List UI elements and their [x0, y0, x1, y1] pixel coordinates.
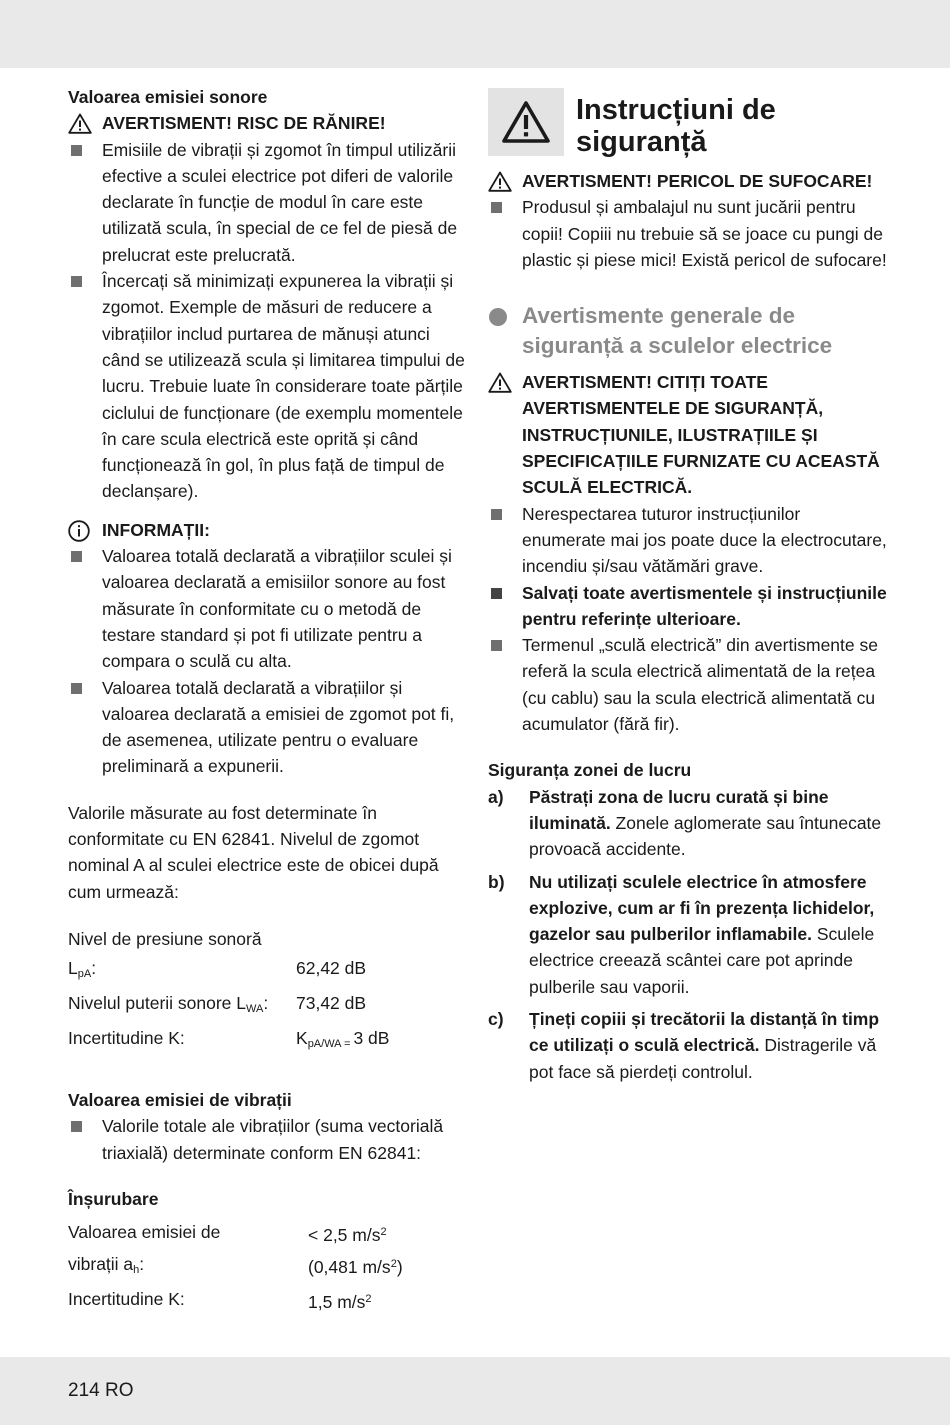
- right-column: [488, 88, 888, 1085]
- page-number: 214 RO: [68, 1380, 134, 1401]
- work-item: b) Nu utilizați sculele electrice în atmosfere explozive, cum ar fi în prezența lichidelor, gazelor sau pulberilor inflamabile. Sculele electrice creează scântei care pot aprinde pulberile sau vaporii.: [488, 871, 875, 997]
- list-item: Nerespectarea tuturor instrucțiunilor enumerate mai jos poate duce la electrocutare, incendiu și/sau vătămări grave.: [488, 501, 888, 580]
- spec-row: Nivelul puterii sonore $L_{WA}$: 73,42 dB: [68, 992, 367, 1015]
- page-title: Instrucțiuni de siguranță: [576, 94, 776, 158]
- warning-triangle-icon: [68, 110, 102, 134]
- list-item: Încercați să minimizați expunerea la vibrații și zgomot. Exemple de măsuri de reducere a vibrațiilor includ purtarea de mănuși atunci când se utilizează scula și limitarea timpului de lucru. Trebuie luate în considerare toate părțile ciclului de funcționare (de exemplu momentele în care scula electrică este oprită și când funcționează în gol, în plus față de timpul de declanșare).: [68, 268, 468, 505]
- list-item: Produsul și ambalajul nu sunt jucării pentru copii! Copiii nu trebuie să se joace cu pungi de plastic și piese mici! Există pericol de sufocare!: [488, 194, 888, 273]
- left-column: [68, 84, 468, 1317]
- spec-row: vibrații $a_h$: (0,481 $m/s^2$): [68, 1254, 403, 1278]
- warning-triangle-icon: [488, 168, 522, 192]
- spec-row: $L_{pA}$: 62,42 dB: [68, 957, 367, 980]
- work-item: a) Păstrați zona de lucru curată și bine iluminată. Zonele aglomerate sau întunecate provoacă accidente.: [488, 786, 882, 860]
- work-item: c) Țineți copiii și trecătorii la distanță în timp ce utilizați o sculă electrică. Distragerile vă pot face să pierdeți controlul.: [488, 1009, 880, 1082]
- warning-triangle-icon: [488, 88, 564, 156]
- screwing-specs-table: [68, 1218, 468, 1317]
- top-band: [0, 0, 950, 68]
- suffocation-warning: AVERTISMENT! PERICOL DE SUFOCARE!: [488, 168, 888, 194]
- list-item: Valoarea totală declarată a vibrațiilor și valoarea declarată a emisiei de zgomot pot fi, de asemenea, utilizate pentru o evaluare preliminară a expunerii.: [68, 675, 468, 780]
- info-heading: INFORMAȚII:: [68, 517, 468, 543]
- warning-triangle-icon: [488, 369, 522, 393]
- list-item: Termenul „sculă electrică” din avertismente se referă la scula electrică alimentată de la rețea (cu cablu) sau la scula electrică alimentată cu acumulator (fără fir).: [488, 632, 888, 737]
- injury-warning: [68, 110, 468, 136]
- bullet-dot-icon: [488, 301, 522, 331]
- sound-specs-table: [68, 925, 468, 1059]
- list-item: Valorile totale ale vibrațiilor (suma vectorială triaxială) determinate conform EN 62841:: [68, 1113, 468, 1166]
- list-item: Emisiile de vibrații și zgomot în timpul utilizării efective a sculei electrice pot diferi de valorile declarate în funcție de modul în care este utilizată scula, în special de ce fel de piesă de prelucrat este prelucrată.: [68, 137, 468, 268]
- read-all-warning: AVERTISMENT! CITIȚI TOATE AVERTISMENTELE DE SIGURANȚĂ, INSTRUCȚIUNILE, ILUSTRAȚIILE ȘI SPECIFICAȚIILE FURNIZATE CU ACEASTĂ SCULĂ ELECTRICĂ.: [488, 369, 888, 500]
- info-circle-icon: [68, 517, 102, 542]
- bottom-band: [0, 1357, 950, 1425]
- spec-row: Incertitudine K: 1,5 $m/s^2$: [68, 1289, 372, 1313]
- vibration-emission-heading: Valoarea emisiei de vibrații: [68, 1089, 292, 1110]
- list-item: Valoarea totală declarată a vibrațiilor sculei și valoarea declarată a emisiilor sonore au fost măsurate în conformitate cu o metodă de testare standard și pot fi utilizate pentru a compara o sculă cu alta.: [68, 543, 468, 674]
- measured-values-paragraph: Valorile măsurate au fost determinate în conformitate cu EN 62841. Nivelul de zgomot nominal A al sculei electrice este de obicei după cum urmează:: [68, 802, 439, 902]
- sound-emission-heading: Valoarea emisiei sonore: [68, 87, 268, 107]
- injury-warning-text: AVERTISMENT! RISC DE RĂNIRE!: [102, 113, 386, 134]
- spec-row: Incertitudine K: $K_{pA/WA =}$ 3 dB: [68, 1027, 390, 1050]
- section-heading: Avertismente generale de siguranță a sculelor electrice: [488, 301, 888, 361]
- spec-row: Valoarea emisiei de < 2,5 $m/s^2$: [68, 1222, 387, 1246]
- work-area-heading: Siguranța zonei de lucru: [488, 760, 692, 781]
- safety-title-block: [488, 88, 888, 158]
- spec-row: Nivel de presiune sonoră: [68, 928, 262, 949]
- screwing-heading: Înșurubare: [68, 1188, 159, 1209]
- list-item: Salvați toate avertismentele și instrucțiunile pentru referințe ulterioare.: [488, 580, 888, 633]
